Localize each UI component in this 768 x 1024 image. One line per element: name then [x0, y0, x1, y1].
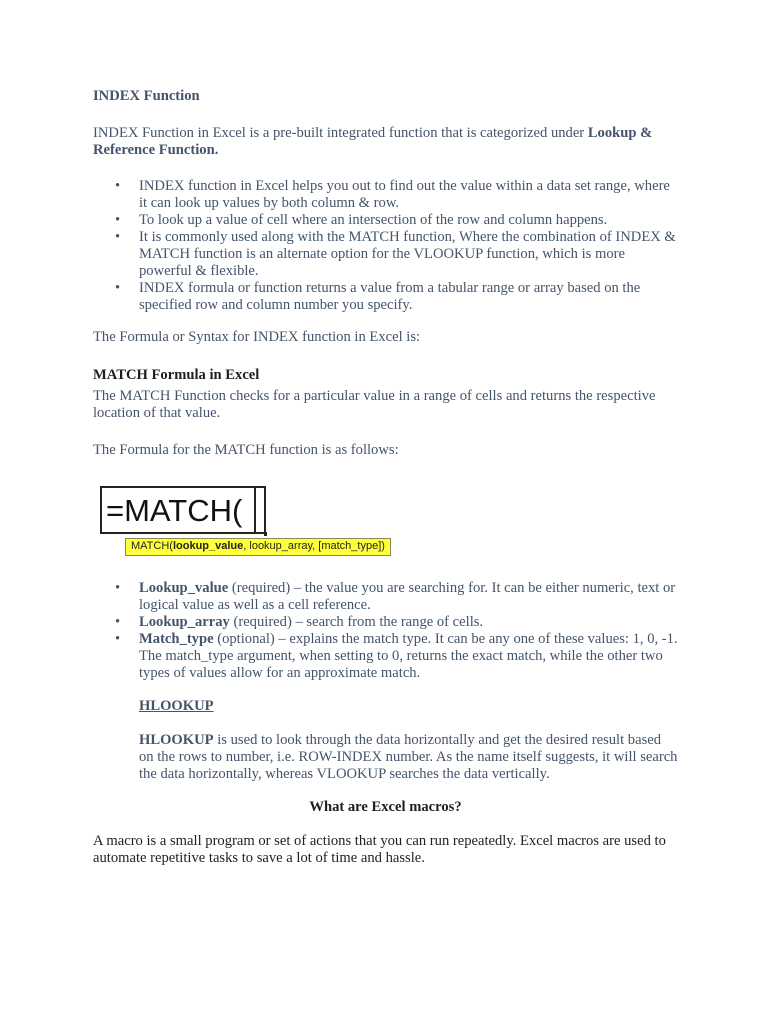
- match-args-list: [93, 580, 678, 682]
- arg-desc: (optional) – explains the match type. It can be any one of these values: 1, 0, -1. The match_type argument, when setting to 0, returns the exact match, while the other two types of values allow for an approximate match.: [139, 631, 678, 681]
- index-bullet-list: [93, 178, 678, 314]
- arg-name: Lookup_array: [139, 614, 230, 630]
- hlookup-text: is used to look through the data horizontally and get the desired result based on the rows to number, i.e. ROW-INDEX number. As the name itself suggests, it will search the data horizontally, whereas VLOOKUP searches the data vertically.: [139, 732, 678, 782]
- bullet-icon: •: [115, 178, 121, 194]
- list-item: • INDEX function in Excel helps you out to find out the value within a data set range, where it can look up values by both column & row.: [115, 178, 670, 211]
- index-heading: INDEX Function: [93, 88, 200, 104]
- list-item: [93, 614, 678, 631]
- index-syntax-line: The Formula or Syntax for INDEX function in Excel is:: [93, 329, 421, 345]
- match-description: The MATCH Function checks for a particular value in a range of cells and returns the respective location of that value.: [93, 388, 656, 421]
- bullet-icon: •: [115, 631, 121, 647]
- index-intro: [93, 125, 678, 159]
- list-item: • To look up a value of cell where an intersection of the row and column happens.: [115, 212, 608, 228]
- bullet-icon: •: [115, 229, 121, 245]
- bullet-icon: •: [115, 580, 121, 596]
- macros-heading: What are Excel macros?: [309, 799, 462, 815]
- list-item: [93, 631, 678, 682]
- text-cursor-box: [254, 486, 266, 534]
- index-intro-text: INDEX Function in Excel is a pre-built integrated function that is categorized under: [93, 125, 588, 141]
- bullet-icon: •: [115, 614, 121, 630]
- arg-desc: (required) – the value you are searching for. It can be either numeric, text or logical value as well as a cell reference.: [139, 580, 676, 613]
- macros-paragraph: A macro is a small program or set of actions that you can run repeatedly. Excel macros are used to automate repetitive tasks to save a lot of time and hassle.: [93, 833, 666, 866]
- hlookup-term: HLOOKUP: [139, 732, 214, 748]
- arg-name: Lookup_value: [139, 580, 229, 596]
- arg-desc: (required) – search from the range of cells.: [229, 614, 484, 630]
- fill-handle: [264, 532, 267, 536]
- match-formula-intro: The Formula for the MATCH function is as follows:: [93, 442, 399, 458]
- bullet-icon: •: [115, 280, 121, 296]
- match-formula-image: =MATCH(: [100, 486, 266, 534]
- arg-name: Match_type: [139, 631, 214, 647]
- list-item: • It is commonly used along with the MATCH function, Where the combination of INDEX & MATCH function is an alternate option for the VLOOKUP function, which is more powerful & flexible.: [115, 229, 676, 279]
- list-item: [93, 580, 678, 614]
- hlookup-heading: HLOOKUP: [139, 698, 214, 714]
- hlookup-paragraph: [139, 732, 678, 783]
- bullet-icon: •: [115, 212, 121, 228]
- formula-tooltip: MATCH(lookup_value, lookup_array, [match_type]): [125, 538, 391, 556]
- match-heading: MATCH Formula in Excel: [93, 367, 260, 383]
- index-intro-bold: Lookup & Reference Function.: [93, 125, 653, 158]
- list-item: • INDEX formula or function returns a value from a tabular range or array based on the specified row and column number you specify.: [115, 280, 641, 313]
